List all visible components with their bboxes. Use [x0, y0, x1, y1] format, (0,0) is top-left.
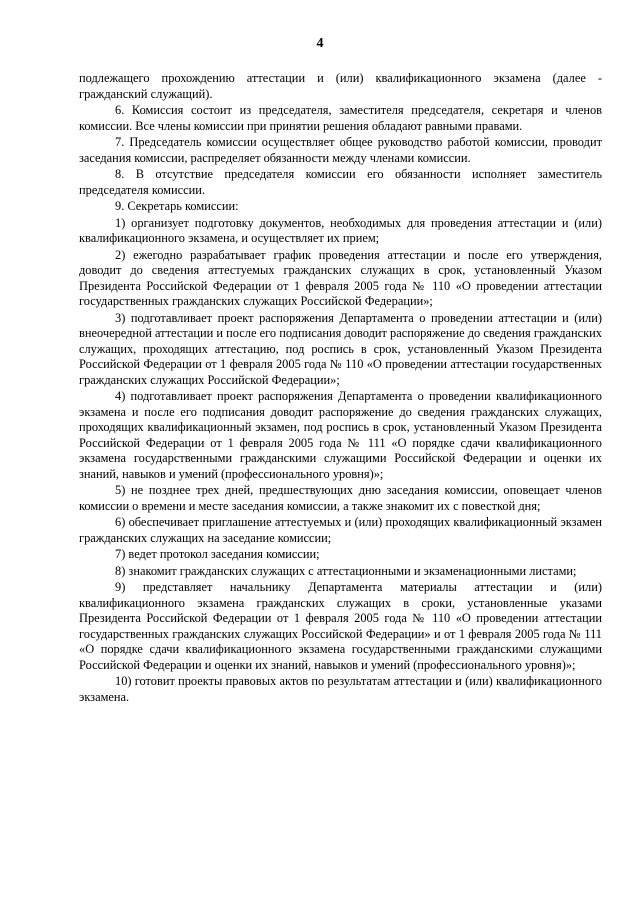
subitem-3: 3) подготавливает проект распоряжения Департамента о проведении аттестации и (или) внеочередной аттестации и после его подписания доводит распоряжение до сведения гражданских служащих, проходящих аттестацию, под роспись в срок, установленный Указом Президента Российской Федерации от 1 февраля 2005 года № 110 «О проведении аттестации государственных гражданских служащих Российской Федерации»; [79, 310, 602, 387]
subitem-6: 6) обеспечивает приглашение аттестуемых и (или) проходящих квалификационный экзамен гражданских служащих на заседание комиссии; [79, 515, 602, 545]
subitem-9: 9) представляет начальнику Департамента материалы аттестации и (или) квалификационного экзамена гражданских служащих в сроки, установленные указами Президента Российской Федерации от 1 февраля 2005 года № 110 «О проведении аттестации государственных гражданских служащих Российской Федерации» и от 1 февраля 2005 года № 111 «О порядке сдачи квалификационного экзамена государственными гражданскими служащими Российской Федерации и оценки их знаний, навыков и умений (профессионального уровня)»; [79, 580, 602, 672]
document-body [79, 71, 602, 706]
subitem-1: 1) организует подготовку документов, необходимых для проведения аттестации и (или) квалификационного экзамена, и осуществляет их прием; [79, 215, 602, 245]
page-number: 4 [316, 36, 324, 51]
subitem-5: 5) не позднее трех дней, предшествующих дню заседания комиссии, оповещает членов комиссии о времени и месте заседания комиссии, а также знакомит их с повесткой дня; [79, 483, 602, 513]
subitem-2: 2) ежегодно разрабатывает график проведения аттестации и после его утверждения, доводит до сведения аттестуемых гражданских служащих в срок, установленный Указом Президента Российской Федерации от 1 февраля 2005 года № 110 «О проведении аттестации государственных гражданских служащих Российской Федерации»; [79, 247, 602, 308]
paragraph-item-9: 9. Секретарь комиссии: [115, 199, 239, 213]
paragraph-item-7: 7. Председатель комиссии осуществляет общее руководство работой комиссии, проводит заседания комиссии, распределяет обязанности между членами комиссии. [79, 135, 602, 165]
paragraph-item-8: 8. В отсутствие председателя комиссии его обязанности исполняет заместитель председателя комиссии. [79, 167, 602, 197]
subitem-7: 7) ведет протокол заседания комиссии; [115, 547, 320, 561]
subitem-10: 10) готовит проекты правовых актов по результатам аттестации и (или) квалификационного экзамена. [79, 674, 602, 704]
paragraph-item-6: 6. Комиссия состоит из председателя, заместителя председателя, секретаря и членов комиссии. Все члены комиссии при принятии решения обладают равными правами. [79, 103, 602, 133]
subitem-4: 4) подготавливает проект распоряжения Департамента о проведении квалификационного экзамена и после его подписания доводит распоряжение до сведения гражданских служащих, проходящих квалификационный экзамен, под роспись в срок, установленный Указом Президента Российской Федерации от 1 февраля 2005 года № 111 «О порядке сдачи квалификационного экзамена государственными гражданскими служащими Российской Федерации и оценки их знаний, навыков и умений (профессионального уровня)»; [79, 389, 602, 481]
subitem-8: 8) знакомит гражданских служащих с аттестационными и экзаменационными листами; [115, 563, 577, 578]
paragraph-continuation: подлежащего прохождению аттестации и (или) квалификационного экзамена (далее - гражданский служащий). [79, 71, 602, 101]
